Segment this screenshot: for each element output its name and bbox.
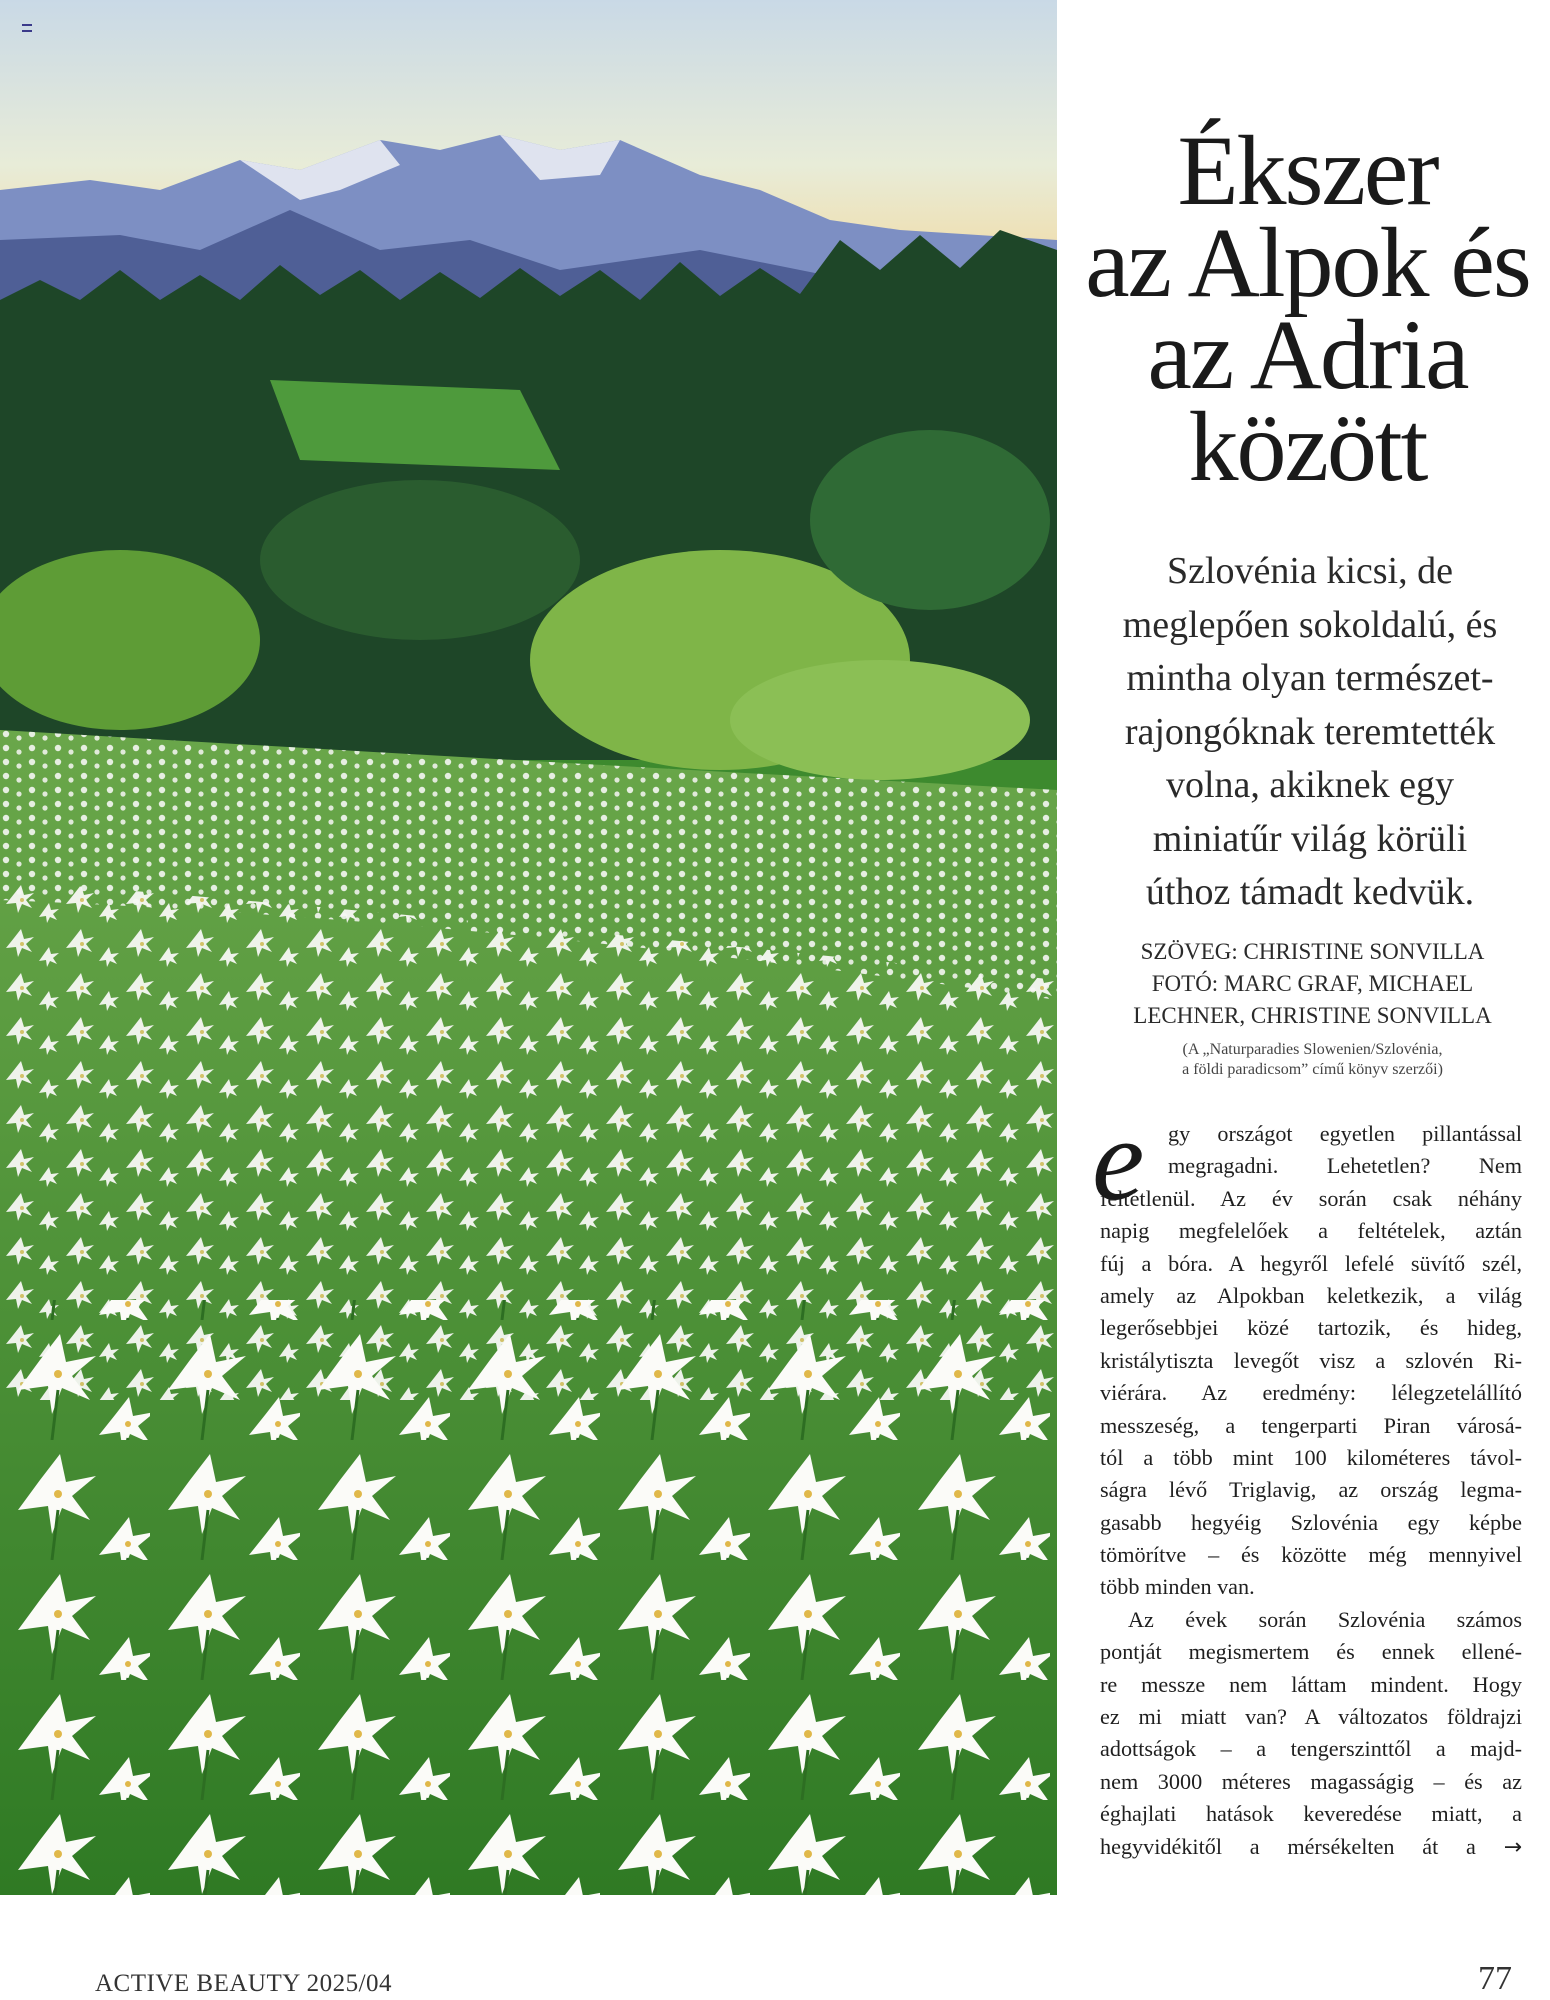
body-line: viérára. Az eredmény: lélegzetelállító bbox=[1100, 1380, 1522, 1406]
body-line: tömörítve – és közötte még mennyivel bbox=[1100, 1542, 1522, 1568]
lead-line: meglepően sokoldalú, és bbox=[1122, 603, 1498, 646]
lead-line: rajongóknak teremtették bbox=[1124, 710, 1496, 753]
lead-line: Szlovénia kicsi, de bbox=[1167, 550, 1453, 592]
body-line: megragadni. Lehetetlen? Nem bbox=[1168, 1153, 1522, 1179]
credit-line: SZÖVEG: CHRISTINE SONVILLA bbox=[1140, 939, 1485, 964]
body-line: több minden van. bbox=[1100, 1574, 1255, 1600]
article-title bbox=[1065, 115, 1550, 502]
body-line: legerősebbjei közé tartozik, és hideg, bbox=[1100, 1315, 1522, 1341]
title-line: között bbox=[1188, 391, 1427, 502]
lead-line: miniatűr világ körüli bbox=[1152, 817, 1468, 860]
body-line: amely az Alpokban keletkezik, a világ bbox=[1100, 1282, 1522, 1308]
body-line: adottságok – a tengerszinttől a majd- bbox=[1100, 1736, 1522, 1762]
body-line-text: hegyvidékitől a mérsékelten át a bbox=[1100, 1833, 1476, 1859]
body-line: tól a több mint 100 kilométeres távol- bbox=[1100, 1444, 1522, 1470]
body-line: fúj a bóra. A hegyről lefelé süvítő szél, bbox=[1100, 1250, 1522, 1276]
menu-icon[interactable] bbox=[22, 24, 32, 32]
title-line: Ékszer bbox=[1177, 115, 1438, 226]
article-body bbox=[1092, 1094, 1522, 1863]
credit-note-line: a földi paradicsom” című könyv szerzői) bbox=[1182, 1061, 1443, 1078]
publication-name: ACTIVE BEAUTY 2025/04 bbox=[95, 1970, 393, 1997]
credit-line: FOTÓ: MARC GRAF, MICHAEL bbox=[1151, 971, 1474, 996]
body-line: kristálytiszta levegőt visz a szlovén Ri- bbox=[1100, 1347, 1522, 1373]
body-line: ez mi miatt van? A változatos földrajzi bbox=[1100, 1704, 1522, 1730]
body-line: napig megfelelőek a feltételek, aztán bbox=[1100, 1218, 1522, 1244]
body-line: feltétlenül. Az év során csak néhány bbox=[1100, 1185, 1522, 1211]
arrow-right-icon: → bbox=[1503, 1834, 1522, 1860]
page-number: 77 bbox=[1478, 1960, 1512, 1997]
credit-note bbox=[1085, 1040, 1540, 1080]
title-line: az Adria bbox=[1147, 299, 1468, 410]
body-line-last bbox=[1100, 1831, 1522, 1863]
body-line: gasabb hegyéig Szlovénia egy képbe bbox=[1100, 1509, 1522, 1535]
body-line: Az évek során Szlovénia számos bbox=[1128, 1606, 1522, 1632]
drop-cap: e bbox=[1092, 1094, 1145, 1225]
body-line: éghajlati hatások keveredése miatt, a bbox=[1100, 1801, 1522, 1827]
body-line: pontját megismertem és ennek ellené- bbox=[1100, 1639, 1522, 1665]
title-line: az Alpok és bbox=[1085, 207, 1530, 318]
article-credits bbox=[1085, 936, 1540, 1080]
body-line: gy országot egyetlen pillantással bbox=[1168, 1121, 1522, 1146]
lead-line: volna, akiknek egy bbox=[1165, 764, 1455, 806]
body-line: messzeség, a tengerparti Piran városá- bbox=[1100, 1412, 1522, 1438]
lead-line: mintha olyan természet- bbox=[1126, 657, 1494, 699]
body-line: nem 3000 méteres magasságig – és az bbox=[1100, 1768, 1522, 1794]
credit-line: LECHNER, CHRISTINE SONVILLA bbox=[1133, 1003, 1492, 1028]
body-line: ságra lévő Triglavig, az ország legma- bbox=[1100, 1477, 1522, 1503]
body-line: re messze nem láttam mindent. Hogy bbox=[1100, 1671, 1522, 1697]
credit-note-line: (A „Naturparadies Slowenien/Szlovénia, bbox=[1182, 1041, 1443, 1058]
lead-line: úthoz támadt kedvük. bbox=[1145, 871, 1475, 913]
article-lead bbox=[1080, 545, 1540, 920]
